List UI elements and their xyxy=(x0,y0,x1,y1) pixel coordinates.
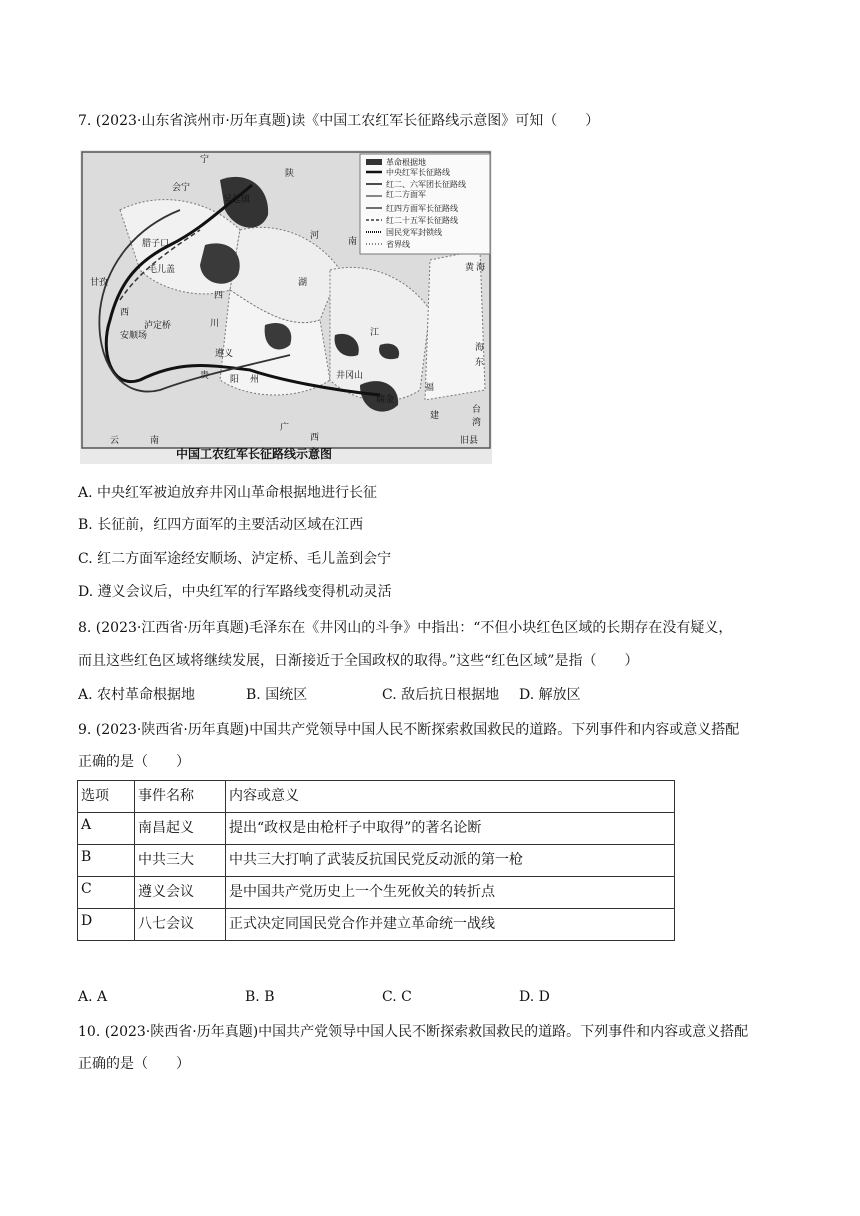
map-label: 南 xyxy=(150,436,160,446)
map-label: 贵 xyxy=(200,371,210,381)
map-label: 黄 xyxy=(465,263,475,273)
q8-option-a[interactable]: A. 农村革命根据地 xyxy=(78,687,196,703)
table-cell: C xyxy=(78,877,135,909)
map-label: 遵义 xyxy=(215,349,234,359)
map-label: 南 xyxy=(348,237,358,247)
table-row xyxy=(78,813,675,845)
q8-option-c[interactable]: C. 敌后抗日根据地 xyxy=(382,687,500,703)
q7-stem: 7. (2023·山东省滨州市·历年真题)读《中国工农红军长征路线示意图》可知（ ） xyxy=(78,113,600,129)
map-label: 安顺场 xyxy=(120,331,148,341)
legend-2: 红二、六军团长征路线 xyxy=(386,180,466,189)
q9-option-a[interactable]: A. A xyxy=(78,989,108,1005)
table-header: 选项 xyxy=(78,781,135,813)
map-label: 建 xyxy=(430,411,440,421)
table-cell: B xyxy=(78,845,135,877)
map-label: 西 xyxy=(310,433,320,443)
legend-0: 革命根据地 xyxy=(386,158,426,167)
q9-stem-line2: 正确的是（ ） xyxy=(78,754,190,770)
table-row xyxy=(78,909,675,941)
table-cell: 遵义会议 xyxy=(135,877,226,909)
q9-option-d[interactable]: D. D xyxy=(519,989,550,1005)
map-label: 井冈山 xyxy=(336,371,364,381)
map-label: 江 xyxy=(370,328,380,338)
map-label: 云 xyxy=(110,436,120,446)
table-header: 事件名称 xyxy=(135,781,226,813)
table-cell: D xyxy=(78,909,135,941)
map-label: 湖 xyxy=(298,278,308,288)
map-label: 瑞金 xyxy=(376,395,395,405)
q9-option-b[interactable]: B. B xyxy=(245,989,275,1005)
map-label: 泸定桥 xyxy=(144,321,172,331)
legend-7: 省界线 xyxy=(386,240,410,249)
q7-option-b[interactable]: B. 长征前，红四方面军的主要活动区域在江西 xyxy=(78,517,364,533)
legend-5: 红二十五军长征路线 xyxy=(386,216,458,225)
map-label: 海 xyxy=(475,343,485,353)
q8-option-b[interactable]: B. 国统区 xyxy=(246,687,308,703)
map-label: 东 xyxy=(475,358,485,368)
table-header: 内容或意义 xyxy=(226,781,675,813)
table-cell: 八七会议 xyxy=(135,909,226,941)
q8-stem-line2: 而且这些红色区域将继续发展，日渐接近于全国政权的取得。”这些“红色区域”是指（ ） xyxy=(78,653,639,669)
table-cell: 南昌起义 xyxy=(135,813,226,845)
map-label: 河 xyxy=(310,231,320,241)
q10-stem-line2: 正确的是（ ） xyxy=(78,1056,190,1072)
table-row xyxy=(78,845,675,877)
map-label: 腊子口 xyxy=(142,239,170,249)
q10-stem-line1: 10. (2023·陕西省·历年真题)中国共产党领导中国人民不断探索救国救民的道路。下列事件和内容或意义搭配 xyxy=(78,1024,749,1040)
table-row xyxy=(78,877,675,909)
legend-1: 中央红军长征路线 xyxy=(386,168,450,177)
table-cell: 提出“政权是由枪杆子中取得”的著名论断 xyxy=(226,813,675,845)
table-cell: 中共三大打响了武装反抗国民党反动派的第一枪 xyxy=(226,845,675,877)
map-label: 川 xyxy=(210,319,220,329)
q9-option-c[interactable]: C. C xyxy=(382,989,412,1005)
map-label: 台 xyxy=(472,405,482,415)
q7-option-c[interactable]: C. 红二方面军途经安顺场、泸定桥、毛儿盖到会宁 xyxy=(78,551,392,567)
q7-option-d[interactable]: D. 遵义会议后，中央红军的行军路线变得机动灵活 xyxy=(78,584,392,600)
q8-options xyxy=(78,685,638,705)
q9-table xyxy=(77,780,675,941)
q9-stem-line1: 9. (2023·陕西省·历年真题)中国共产党领导中国人民不断探索救国救民的道路。下列事件和内容或意义搭配 xyxy=(78,722,740,738)
map-label: 陕 xyxy=(285,169,295,179)
map-label: 四 xyxy=(214,291,224,301)
legend-4: 红四方面军长征路线 xyxy=(386,204,458,213)
map-caption: 中国工农红军长征路线示意图 xyxy=(176,447,333,461)
map-label: 甘孜 xyxy=(90,278,109,288)
map-label: 海 xyxy=(476,263,486,273)
table-cell: A xyxy=(78,813,135,845)
q9-options xyxy=(78,987,578,1007)
map-label: 西 xyxy=(120,308,130,318)
map-label: 广 xyxy=(280,423,290,433)
map-label: 旧县 xyxy=(460,436,479,446)
legend-3: 红二方面军 xyxy=(386,190,426,199)
long-march-route-map xyxy=(80,150,492,464)
map-label: 宁 xyxy=(200,155,210,165)
map-label: 吴起镇 xyxy=(223,195,251,205)
map-label: 湾 xyxy=(472,418,482,428)
q8-stem-line1: 8. (2023·江西省·历年真题)毛泽东在《井冈山的斗争》中指出：“不但小块红色区域的长期存在没有疑义， xyxy=(78,620,733,636)
map-label: 阳 xyxy=(230,375,240,385)
legend-6: 国民党军封锁线 xyxy=(386,228,442,237)
table-cell: 中共三大 xyxy=(135,845,226,877)
q8-option-d[interactable]: D. 解放区 xyxy=(519,687,581,703)
map-label: 毛儿盖 xyxy=(148,265,176,275)
table-cell: 是中国共产党历史上一个生死攸关的转折点 xyxy=(226,877,675,909)
table-header-row xyxy=(78,781,675,813)
table-cell: 正式决定同国民党合作并建立革命统一战线 xyxy=(226,909,675,941)
map-label: 州 xyxy=(250,375,260,385)
map-label: 会宁 xyxy=(172,183,191,193)
q7-option-a[interactable]: A. 中央红军被迫放弃井冈山革命根据地进行长征 xyxy=(78,485,378,501)
map-label: 福 xyxy=(425,383,435,393)
